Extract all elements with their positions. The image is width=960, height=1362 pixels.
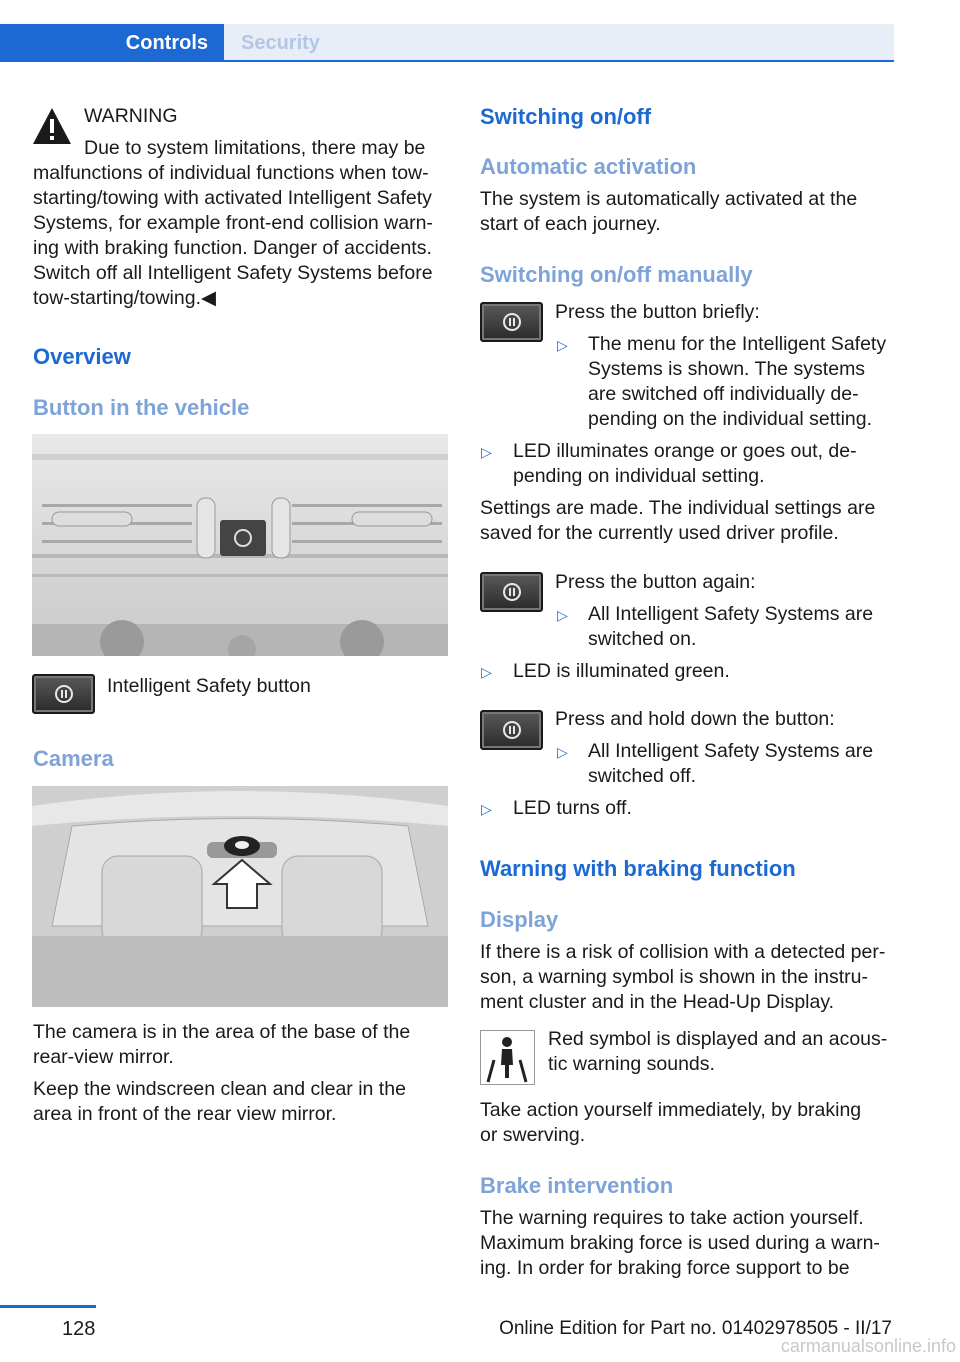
bullet-icon: ▷ <box>481 801 492 817</box>
action-text: or swerving. <box>480 1124 586 1146</box>
brake-text: The warning requires to take action yourself. <box>480 1207 864 1229</box>
button-vehicle-heading: Button in the vehicle <box>33 395 250 420</box>
brake-intervention-heading: Brake intervention <box>480 1173 674 1198</box>
auto-text: The system is automatically activated at the <box>480 188 858 210</box>
warning-title: WARNING <box>84 105 178 127</box>
warning-line: malfunctions of individual functions when tow- <box>33 162 429 184</box>
press1-sub: The menu for the Intelligent Safety <box>588 333 887 355</box>
warning-line: Systems, for example front-end collision warn- <box>33 212 433 234</box>
camera-text: The camera is in the area of the base of the <box>33 1021 411 1043</box>
page-number: 128 <box>62 1318 96 1340</box>
press2-led: LED is illuminated green. <box>513 660 730 682</box>
press-hold: Press and hold down the button: <box>555 708 835 730</box>
warning-braking-heading: Warning with braking function <box>480 856 796 881</box>
settings-text: Settings are made. The individual settings are <box>480 497 876 519</box>
pedestrian-warning-icon <box>480 1030 535 1085</box>
warning-triangle-icon <box>32 106 72 146</box>
bullet-icon: ▷ <box>557 337 568 353</box>
press1-sub: pending on the individual setting. <box>588 408 873 430</box>
display-heading: Display <box>480 907 559 932</box>
overview-heading: Overview <box>33 344 131 369</box>
camera-heading: Camera <box>33 746 114 771</box>
watermark: carmanualsonline.info <box>780 1336 956 1356</box>
brake-text: Maximum braking force is used during a warn- <box>480 1232 880 1254</box>
auto-text: start of each journey. <box>480 213 661 235</box>
bullet-icon: ▷ <box>481 444 492 460</box>
intelligent-safety-button-icon <box>32 674 95 714</box>
press2-sub: All Intelligent Safety Systems are <box>588 603 874 625</box>
press-again: Press the button again: <box>555 571 756 593</box>
manual-heading: Switching on/off manually <box>480 262 753 287</box>
press1-led: LED illuminates orange or goes out, de- <box>513 440 857 462</box>
press3-sub: switched off. <box>588 765 697 787</box>
dashboard-photo <box>32 434 448 656</box>
bullet-icon: ▷ <box>557 744 568 760</box>
intelligent-safety-button-icon <box>480 302 543 342</box>
header-divider <box>0 60 894 62</box>
display-text: son, a warning symbol is shown in the instru- <box>480 966 869 988</box>
footer-divider <box>0 1305 96 1308</box>
intelligent-safety-button-icon <box>480 572 543 612</box>
intelligent-safety-button-icon <box>480 710 543 750</box>
press3-led: LED turns off. <box>513 797 632 819</box>
action-text: Take action yourself immediately, by braking <box>480 1099 862 1121</box>
bullet-icon: ▷ <box>557 607 568 623</box>
switching-heading: Switching on/off <box>480 104 652 129</box>
press1-led: pending on individual setting. <box>513 465 765 487</box>
warning-line: starting/towing with activated Intelligent Safety <box>33 187 432 209</box>
press1-sub: Systems is shown. The systems <box>588 358 866 380</box>
brake-text: ing. In order for braking force support to be <box>480 1257 850 1279</box>
camera-text: area in front of the rear view mirror. <box>33 1103 337 1125</box>
camera-text: rear-view mirror. <box>33 1046 174 1068</box>
auto-activation-heading: Automatic activation <box>480 154 697 179</box>
red-symbol-text: tic warning sounds. <box>548 1053 715 1075</box>
tab-controls[interactable]: Controls <box>0 24 224 62</box>
bullet-icon: ▷ <box>481 664 492 680</box>
header-tabs <box>0 0 960 62</box>
press1-sub: are switched off individually de- <box>588 383 859 405</box>
red-symbol-text: Red symbol is displayed and an acous- <box>548 1028 888 1050</box>
press2-sub: switched on. <box>588 628 697 650</box>
warning-line: ing with braking function. Danger of accidents. <box>33 237 432 259</box>
camera-photo <box>32 786 448 1007</box>
camera-text: Keep the windscreen clean and clear in the <box>33 1078 406 1100</box>
display-text: If there is a risk of collision with a detected per- <box>480 941 886 963</box>
display-text: ment cluster and in the Head-Up Display. <box>480 991 835 1013</box>
press-briefly: Press the button briefly: <box>555 301 760 323</box>
press3-sub: All Intelligent Safety Systems are <box>588 740 874 762</box>
edition-text: Online Edition for Part no. 01402978505 - II/17 <box>499 1318 892 1339</box>
warning-line: Due to system limitations, there may be <box>84 137 426 159</box>
settings-text: saved for the currently used driver profile. <box>480 522 839 544</box>
warning-line: Switch off all Intelligent Safety Systems before <box>33 262 433 284</box>
warning-line: tow-starting/towing.◀ <box>33 287 216 309</box>
tab-security[interactable]: Security <box>224 24 894 60</box>
button-caption: Intelligent Safety button <box>107 675 311 697</box>
